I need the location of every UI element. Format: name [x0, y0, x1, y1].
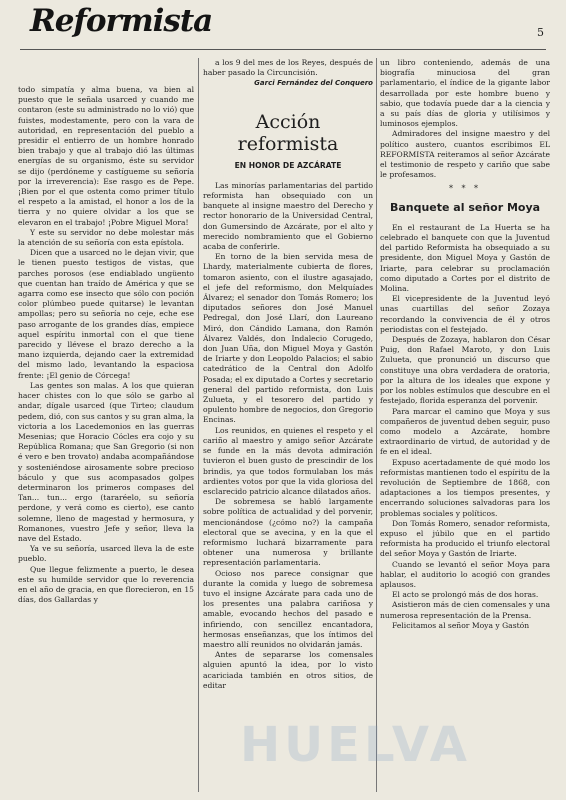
paragraph: Expuso acertadamente de qué modo los reformistas mantienen todo el espíritu de la revolución de Septiembre de 1868, con adaptaciones a los tiempos presentes, y encerrando soluciones salvadoras para los problemas sociales y políticos. [380, 457, 550, 518]
section-title: Banquete al señor Moya [389, 200, 541, 214]
paragraph: En el restaurant de La Huerta se ha celebrado el banquete con que la Juventud del partido Reformista ha obsequiado a su presidente, don Miguel Moya y Gastón de Iriarte, para celebrar su proclamación como diputado a Cortes por el distrito de Molina. [380, 222, 550, 294]
article-subtitle: EN HONOR DE AZCÁRATE [234, 160, 342, 170]
paragraph: Los reunidos, en quienes el respeto y el cariño al maestro y amigo señor Azcárate se funde en la más devota admiración tuvieron el buen gusto de prescindir de los brindis, ya que todos formulaban los más ardientes votos por que la vida gloriosa del esclarecido patricio alcance dilatados años. [203, 425, 373, 496]
paragraph: Ocioso nos parece consignar que durante la comida y luego de sobremesa tuvo el insigne Azcárate para cada uno de los presentes una palabra cariñosa y amable, evocando hechos del pasado e infiriendo, con sencillez encantadora, hermosas enseñanzas, que los íntimos del maestro allí reunidos no olvidarán jamás. [203, 568, 373, 649]
column-divider [376, 58, 377, 792]
paragraph: Asistieron más de cien comensales y una numerosa representación de la Prensa. [380, 600, 550, 620]
masthead-title: Reformista [30, 3, 213, 39]
paragraph: Para marcar el camino que Moya y sus compañeros de juventud deben seguir, puso como modelo a Azcárate, hombre extraordinario de virtud, de autoridad y de fe en el ideal. [380, 406, 550, 457]
paragraph: En torno de la bien servida mesa de Lhardy, materialmente cubierta de flores, tomaron asiento, con el ilustre agasajado, el jefe del reformismo, don Melquíades Álvarez; el senador don Tomás Romero; los diputados señores don José Manuel Pedregal, don José Llarí, don Laureano Miró, don Cándido Lamana, don Ramón Álvarez Valdés, don Indalecio Corugedo, don Juan Uña, don Miguel Moya y Gastón de Iriarte y don Leopoldo Palacios; el sabio catedrático de la Central don Adolfo Posada; el ex diputado a Cortes y secretario general del partido reformista, don Luis Zulueta, y el tesorero del partido y opulento hombre de negocios, don Gregorio Encinas. [203, 252, 373, 425]
paragraph: Y este su servidor no debe molestar más la atención de su señoría con esta epístola. [18, 227, 194, 248]
paragraph: Antes de separarse los comensales alguien apuntó la idea, por lo visto acariciada también en otros sitios, de editar [203, 650, 373, 690]
paragraph: Que llegue felizmente a puerto, le desea este su humilde servidor que lo reverencia en el año de gracia, en que florecieron, en 15 días, dos Gallardas y [18, 564, 194, 605]
page-number: 5 [537, 26, 544, 39]
paragraph: un libro conteniendo, además de una biografía minuciosa del gran parlamentario, el índice de la gigante labor desarrollada por este hombre bueno y sabio, que todavía puede dar a la ciencia y a su país días de gloria y utilísimos y luminosos ejemplos. [380, 58, 550, 129]
section-ornament: * * * [448, 184, 482, 194]
paragraph: Las gentes son malas. A los que quieran hacer chistes con lo que sólo se garbo al andar, dígale usarced (que Tirteo; claudum pedem, dió, con sus cantos y su gran alma, la victoria a los Lacedemonios en las guerras Mesenias; que Horacio Cócles era cojo y su República Romana; que San Gregorio (si non é vero e ben trovato) andaba acompañándose y sosteniéndose airosamente sobre precioso báculo y que sus acompasados golpes determinaron los primeros compases del Tan... tun... ergo (tararéelo, su señoría perdone, y verá como es cierto), ese canto solemne, lleno de magestad y hermosura, y Romanones, vuestro Jefe y señor, lleva la nave del Estado. [18, 380, 194, 543]
paragraph: todo simpatía y alma buena, va bien al puesto que le señala usarced y cuando me contaron (este su administrado no lo vió) que fuistes, modestamente, pero con la vara de autoridad, en representación del pueblo a presidir el entierro de un hombre honrado bien trabajo y que al trabajo dió las últimas energías de su organismo, éste su servidor se dijo (perdóneme y castígueme su señoría por la irreverencia): Ese rasgo es de Pepe. ¡Bien por el que ostenta como primer título el respeto a la amistad, el honor a los de la tierra y no quiere olvidar a los que se elevaron en el trabajo! ¡Pobre Miguel Mora! [18, 85, 194, 227]
paragraph: De sobremesa se habló largamente sobre política de actualidad y del porvenir, mencionándose (¿cómo no?) la campaña electoral que se avecina, y en la que el reformismo luchará bizarramente para obtener una numerosa y brillante representación parlamentaria. [203, 497, 373, 568]
paragraph: Cuando se levantó el señor Moya para hablar, el auditorio lo acogió con grandes aplausos. [380, 559, 550, 589]
paragraph: El vicepresidente de la Juventud leyó unas cuartillas del señor Zozaya recordando la convivencia de él y otros periodistas con el festejado. [380, 294, 550, 334]
paragraph: Felicitamos al señor Moya y Gastón [392, 620, 530, 630]
paragraph: Después de Zozaya, hablaron don César Puig, don Rafael Maroto, y don Luis Zulueta, que pronunció un discurso que constituye una obra verdadera de oratoria, por la altura de los ideales que expone y por los nobles estímulos que descubre en el festejado, florida esperanza del porvenir. [380, 335, 550, 406]
column-1 [18, 85, 194, 794]
paragraph: Admiradores del insigne maestro y del político austero, cuantos escribimos EL REFORMISTA reiteramos al señor Azcárate el testimonio de respeto y cariño que sabe le profesamos. [380, 129, 550, 180]
paragraph: a los 9 del mes de los Reyes, después de haber pasado la Circuncisión. [203, 58, 373, 78]
paragraph: Ya ve su señoría, usarced lleva la de este pueblo. [18, 544, 194, 564]
column-2 [203, 58, 373, 794]
author-signature: Garci Fernández del Conquero [254, 79, 373, 88]
archive-watermark: HUELVA [240, 717, 471, 773]
column-divider [198, 58, 199, 792]
paragraph: Las minorías parlamentarias del partido reformista han obsequiado con un banquete al insigne maestro del Derecho y rector honorario de la Universidad Central, don Gumersindo de Azcárate, por el alto y merecido nombramiento que el Gobierno acaba de conferirle. [203, 180, 373, 252]
paragraph: El acto se prolongó más de dos horas. [392, 590, 539, 600]
column-3 [380, 58, 550, 794]
article-title: Acción reformista [237, 110, 339, 155]
paragraph: Don Tomás Romero, senador reformista, expuso el júbilo que en el partido reformista ha producido el triunfo electoral del señor Moya y Gastón de Iriarte. [380, 518, 550, 559]
paragraph: Dicen que a usarced no le dejan vivir, que le tienen puesto testigos de vistas, que parches porosos (ese endiablado ungüento que cuentan han traído de América y que se agarra como ese insecto que sólo con poción color plúmbeo puede quitarse) le levantan ampollas; pero su señoría no ceje, eche ese paso arrogante de los grandes días, empiece aquel espíritu inmortal con el que tiene parecido y llévese el brazo derecho a la mano izquierda, dejando caer la extremidad del mismo lado, levantando la espaciosa frente: ¡El genio de Córcega! [18, 248, 194, 380]
header-rule [20, 49, 546, 50]
